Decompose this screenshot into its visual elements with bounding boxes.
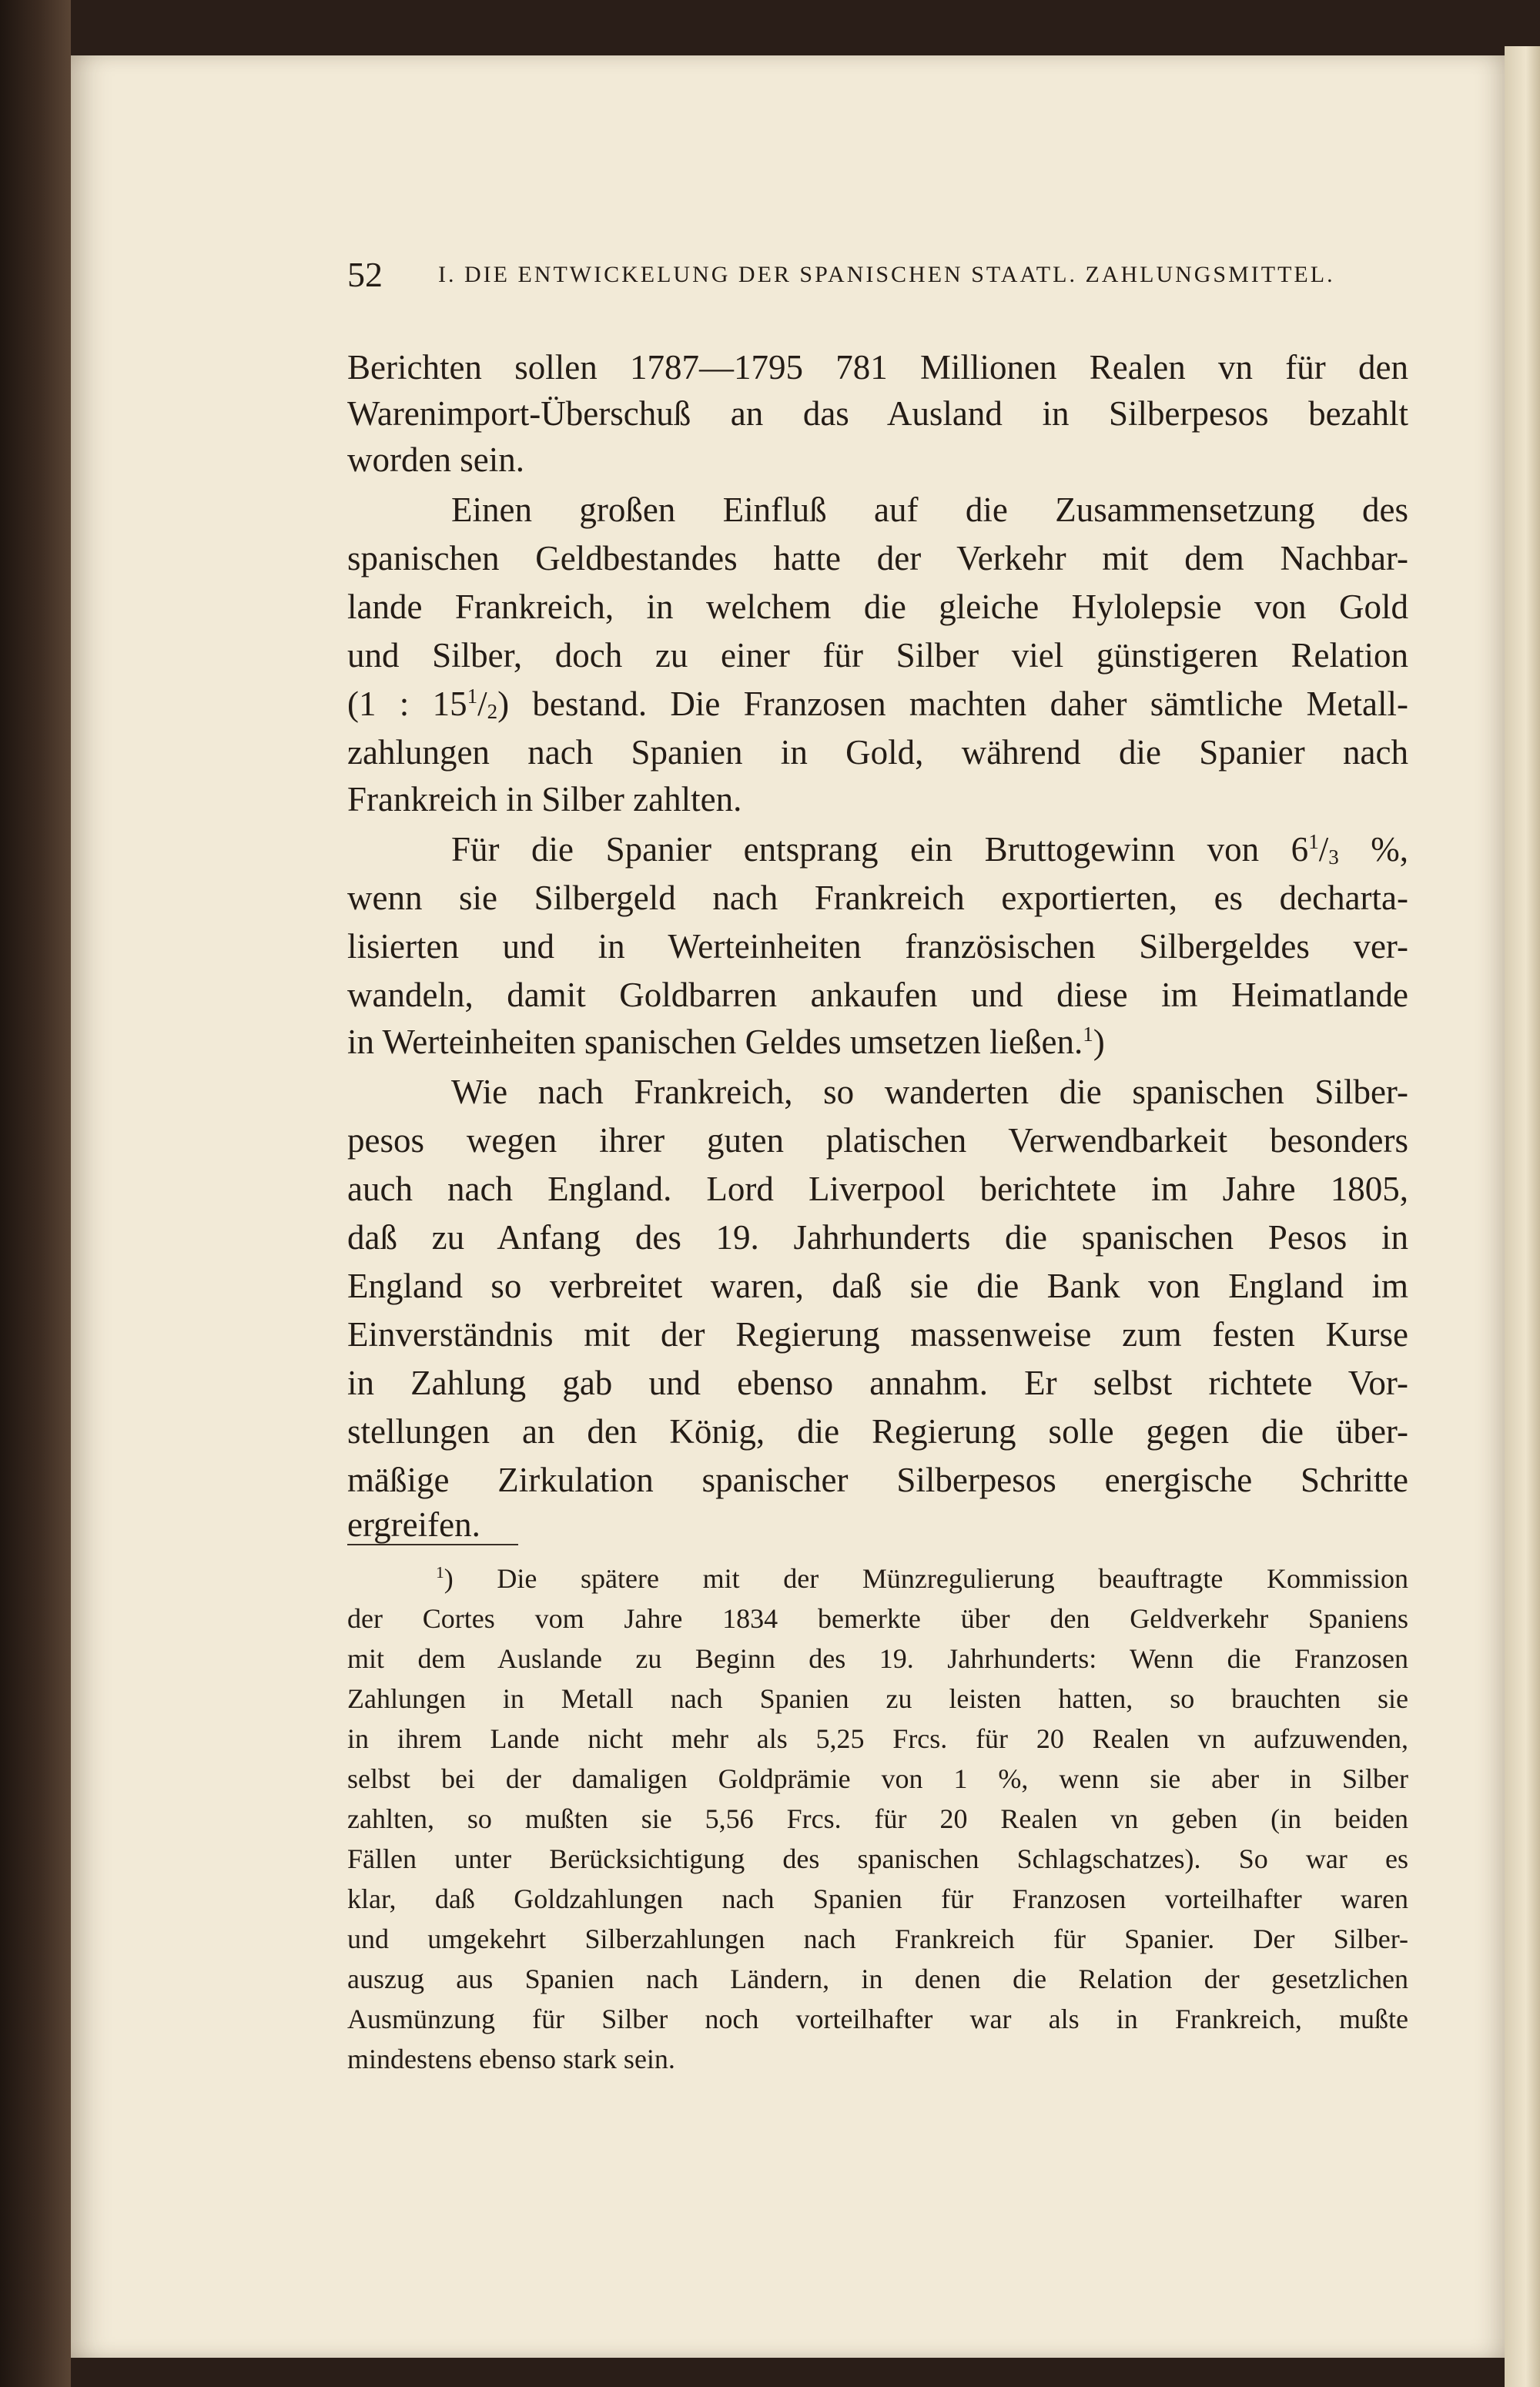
text-line: Für die Spanier entsprang ein Bruttogewinn von $6^1/_3$ %,	[451, 829, 1408, 869]
text-line: Berichten sollen 1787—1795 781 Millionen Realen vn für den	[347, 348, 1408, 387]
right-page-strip	[1505, 46, 1540, 2387]
text-run: Für die Spanier entsprang ein Bruttogewinn von 6	[451, 830, 1309, 869]
text-line: und Silber, doch zu einer für Silber viel günstigeren Relation	[347, 636, 1408, 675]
fraction-denominator: 3	[1328, 845, 1339, 869]
left-page-edge	[0, 0, 71, 2387]
footnote-line: mit dem Auslande zu Beginn des 19. Jahrhunderts: Wenn die Franzosen	[347, 1643, 1408, 1674]
text-run: %,	[1338, 830, 1408, 869]
text-line: auch nach England. Lord Liverpool berichtete im Jahre 1805,	[347, 1170, 1408, 1208]
text-line: Frankreich in Silber zahlten.	[347, 780, 742, 819]
footnote-line: mindestens ebenso stark sein.	[347, 2044, 675, 2074]
text-line: mäßige Zirkulation spanischer Silberpesos energische Schritte	[347, 1461, 1408, 1499]
text-line	[347, 1019, 1408, 1065]
fraction-denominator: 2	[487, 700, 498, 724]
footnote-line: der Cortes vom Jahre 1834 bemerkte über den Geldverkehr Spaniens	[347, 1603, 1408, 1634]
text-line: pesos wegen ihrer guten platischen Verwendbarkeit besonders	[347, 1121, 1408, 1160]
text-run: in Werteinheiten spanischen Geldes umsetzen ließen.	[347, 1023, 1083, 1061]
text-line: stellungen an den König, die Regierung solle gegen die über-	[347, 1412, 1408, 1451]
text-line: Wie nach Frankreich, so wanderten die spanischen Silber-	[451, 1073, 1408, 1111]
footnote-line: selbst bei der damaligen Goldprämie von 1 %, wenn sie aber in Silber	[347, 1763, 1408, 1794]
text-line: in Zahlung gab und ebenso annahm. Er selbst richtete Vor-	[347, 1364, 1408, 1402]
text-line: Warenimport-Überschuß an das Ausland in Silberpesos bezahlt	[347, 394, 1408, 433]
text-line: wenn sie Silbergeld nach Frankreich exportierten, es decharta-	[347, 879, 1408, 917]
text-line: zahlungen nach Spanien in Gold, während die Spanier nach	[347, 733, 1408, 772]
text-line: daß zu Anfang des 19. Jahrhunderts die spanischen Pesos in	[347, 1218, 1408, 1257]
text-line: Einverständnis mit der Regierung massenweise zum festen Kurse	[347, 1315, 1408, 1354]
text-line: (1 : $15^1/_2$) bestand. Die Franzosen machten daher sämtliche Metall-	[347, 684, 1408, 724]
footnote-line: klar, daß Goldzahlungen nach Spanien für Franzosen vorteilhafter waren	[347, 1883, 1408, 1914]
text-run: (1 : 15	[347, 685, 467, 723]
footnote-line: zahlten, so mußten sie 5,56 Frcs. für 20 Realen vn geben (in beiden	[347, 1803, 1408, 1834]
footnote-separator	[347, 1544, 518, 1545]
footnote-line: und umgekehrt Silberzahlungen nach Frankreich für Spanier. Der Silber-	[347, 1923, 1408, 1954]
text-line: England so verbreitet waren, daß sie die Bank von England im	[347, 1267, 1408, 1305]
footnote-line: auszug aus Spanien nach Ländern, in denen die Relation der gesetzlichen	[347, 1964, 1408, 1994]
text-line: worden sein.	[347, 440, 524, 479]
text-line: spanischen Geldbestandes hatte der Verkehr mit dem Nachbar-	[347, 539, 1408, 578]
footnote-marker: 1	[436, 1563, 444, 1582]
text-line: Einen großen Einfluß auf die Zusammensetzung des	[451, 490, 1408, 529]
fraction-numerator: 1	[467, 684, 478, 708]
footnote-line: Ausmünzung für Silber noch vorteilhafter war als in Frankreich, mußte	[347, 2004, 1408, 2034]
running-head: I. DIE ENTWICKELUNG DER SPANISCHEN STAATL. ZAHLUNGSMITTEL.	[438, 262, 1335, 287]
page-header	[347, 254, 1408, 300]
text-run: ) bestand. Die Franzosen machten daher sämtliche Metall-	[497, 685, 1408, 723]
footnote-line	[436, 1559, 1408, 1598]
text-line: wandeln, damit Goldbarren ankaufen und diese im Heimatlande	[347, 976, 1408, 1014]
text-line: ergreifen.	[347, 1505, 480, 1544]
text-run: )	[1093, 1023, 1105, 1061]
text-line: lisierten und in Werteinheiten französischen Silbergeldes ver-	[347, 927, 1408, 966]
text-run: ) Die spätere mit der Münzregulierung beauftragte Kommission	[444, 1563, 1408, 1594]
footnote-line: in ihrem Lande nicht mehr als 5,25 Frcs. für 20 Realen vn aufzuwenden,	[347, 1723, 1408, 1754]
footnote-line: Fällen unter Berücksichtigung des spanischen Schlagschatzes). So war es	[347, 1843, 1408, 1874]
footnote-reference: 1	[1083, 1022, 1093, 1046]
fraction-numerator: 1	[1308, 829, 1319, 853]
text-line: lande Frankreich, in welchem die gleiche Hylolepsie von Gold	[347, 588, 1408, 626]
page-number: 52	[347, 255, 383, 294]
footnote-line: Zahlungen in Metall nach Spanien zu leisten hatten, so brauchten sie	[347, 1683, 1408, 1714]
